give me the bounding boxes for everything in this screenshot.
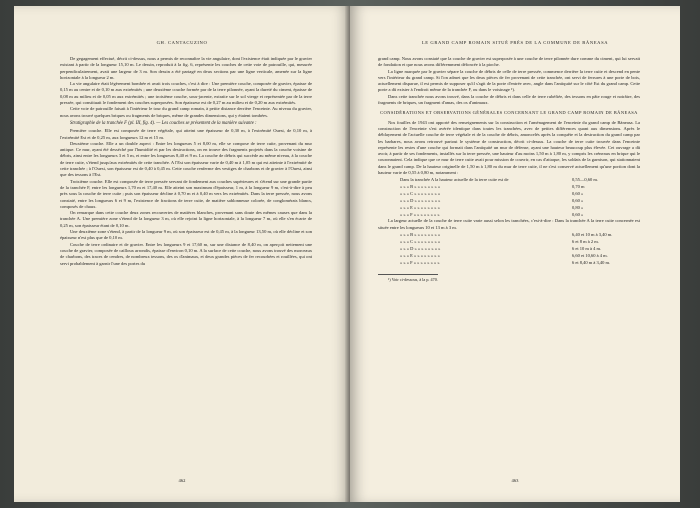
measure-row: Dans la tranchée A la hauteur actuelle de la terre cuite est de 0,55—0,60 m.	[400, 177, 599, 183]
left-paragraph-2: La vie angulaire était légèrement bombée et avait trois couches, c'est à dire : Une première couche, composée de gravier, épaisse de 0,15 m au centre et de 0,10 m aux extrémités ; une deuxième couche formée par de la terre pilonnée, ayant la dureté du ciment, épaisse de 0,08 m au milieu et de 0,05 m aux extrémités ; une troisième couche, sous-jacente, extraite sur le sol vierge et représentée par de la terre pressée, qui constituait le fondement des couches superposées. Son épaisseur est de 0,27 m au milieu et de 0,20 m aux extrémités.	[60, 81, 312, 106]
left-section-title: Stratigraphie de la tranchée F (pl. III, fig. 4). — Les couches se présentent de la manière suivante :	[70, 120, 257, 126]
left-page-number: 462	[178, 478, 186, 483]
footnote-rule	[378, 274, 438, 275]
right-paragraph-3: Dans cette tranchée nous avons trouvé, dans la couche de débris et dans celle de terre rubéfiée, des tessons en pâte rouge et noirâtre, des fragments de briques, un fragment d'amas, des os d'animaux.	[378, 93, 640, 106]
right-section-title: CONSIDÉRATIONS ET OBSERVATIONS GÉNÉRALES CONCERNANT LE GRAND CAMP ROMAIN DE BĂNEASA	[380, 110, 638, 116]
left-page	[14, 6, 350, 502]
measure-row: » » » E » » » » » » » » 6,60 et 10,60 à 4 m.	[400, 252, 608, 258]
left-layer-3: Troisième couche. Elle est composée de terre pressée servant de fondement aux couches supérieures et s'étend sur une grande partie de la tranchée F, entre les longueurs 1,70 m et 17,40 m. Elle atteint son maximum d'épaisseur, 1 m, à la longueur 9 m, c'est-à-dire à peu près sous la couche de terre cuite ; puis son épaisseur décline à 0,70 m et à 0,40 m vers les extrémités. Dans la terre pressée, nous avons constaté, entre les longueurs 6 et 9 m, l'existence de fractions de terre cuite, de matière sablonneuse colorée, de conglomérats blancs, composés de chaux.	[60, 178, 312, 209]
left-layer-1: Première couche. Elle est composée de terre végétale, qui atteint une épaisseur de 0,30 m, à l'extrémité Ouest, de 0,10 m, à l'extrémité Est et de 0,25 m, aux longueurs 12 m et 15 m.	[60, 128, 312, 140]
measure-row: » » » C » » » » » » » » 6 et 8 m à 2 m.	[400, 238, 599, 244]
height-measurements	[378, 176, 640, 218]
measure-row: » » » D » » » » » » » » 6 et 10 m à 4 m.	[400, 245, 602, 251]
measure-row: » » » C » » » » » » » » 0,60 »	[400, 191, 584, 197]
left-layer-2: Deuxième couche. Elle a un double aspect : Entre les longueurs 5 et 8,00 m, elle se compose de terre cuite, provenant du mur antique. Ce mur, ayant été desséché par l'humidité et par les destructions, on en trouve des fragments projetés dans la couche voisine de débris, ainsi entre les longueurs 3 et 5 m, et entre les longueurs 8,40 et 9 m. La couche de débris qui succède au même niveau, à la couche de terre cuite, s'étend jusqu'aux extrémités de cette tranchée. A l'Est son épaisseur varie de 0,40 m à 1,05 m qui est atteinte à l'extrémité de cette tranchée ; à l'Ouest, son épaisseur est de 0,40 à 0,45 m. Cette couche renferme des vestiges de charbons et de gravier à l'Ouest, ainsi que des tessons à l'Est.	[60, 140, 312, 178]
left-paragraph-3: Cette voie de patrouille faisait à l'intérieur le tour du grand camp romain, à petite distance derrière l'enceinte. Au niveau du gravier, nous avons trouvé quelques briques ou fragments de briques, même de grandes dimensions, qui y étaient tombées.	[60, 106, 312, 118]
right-paragraph-2: La ligne marquée par le gravier sépare la couche de débris de celle de terre pressée, commence derrière la terre cuite et descend en pente vers l'intérieur du grand camp. Si l'on admet que les deux pièces de fer provenant de cette tranchée, ont servi de ferrures à une porte de bois, actuellement disparue, il est permis de supposer qu'il s'agit de la porte d'entrée avec, angle dans l'antiquité sur le côté Est du grand camp. Cette porte a dû exister à l'endroit même de la tranchée F, ou dans le voisinage ¹).	[378, 68, 640, 93]
measure-row: » » » B » » » » » » » » 6,40 et 10 m à 3,40 m.	[400, 231, 613, 237]
right-running-head: LE GRAND CAMP ROMAIN SITUÉ PRÈS DE LA COMMUNE DE BĂNEASA	[421, 40, 609, 45]
width-measurements	[378, 231, 640, 266]
left-running-head: GH. CANTACUZINO	[156, 40, 208, 45]
right-page	[350, 6, 680, 502]
footnote: ¹) Voir ci-dessous, à la p. 470.	[388, 276, 438, 282]
measure-row: » » » F » » » » » » » » 6 et 8,40 m à 3,40 m.	[400, 259, 611, 265]
left-layer-5: Une deuxième zone s'étend, à partir de la longueur 9 m, où son épaisseur est de 0,45 m, à la longueur 13,50 m, où elle décline et son épaisseur n'est plus que de 0,10 m.	[60, 229, 312, 241]
right-page-number: 463	[511, 478, 519, 483]
right-paragraph-5: La largeur actuelle de la couche de terre cuite varie aussi selon les tranchées, c'est-à-dire : Dans la tranchée A la terre cuite concernée est située entre les longueurs 10 et 13 m à 3 m.	[378, 218, 640, 230]
measure-row: » » » D » » » » » » » » 0,60 »	[400, 198, 584, 204]
measure-row: » » » E » » » » » » » » 0,80 »	[400, 205, 584, 211]
right-text-block	[378, 56, 640, 283]
left-paragraph-1: De gegagement effectué, décrit ci-dessus, nous a permis de reconnaître la vie angulaire, dont l'existence était indiquée par le gravier existant à partir de la longueur 15,10 m. Le dessin, reproduit à la fig. 6, représente les couches de cette voie de patrouille, qui, mesurée perpendiculairement, avait une largeur de 3 m. Son dessin a été partagé en deux sections par une ligne verticale, amenée sur la ligne horizontale à la longueur 2 m.	[60, 56, 312, 80]
right-paragraph-4: Nos fouilles de 1943 ont apporté des renseignements sur la construction et l'aménagement de l'enceinte du grand camp de Băneasa. La construction de l'enceinte s'est avérée identique dans toutes les tranchées, avec de petites différences quant aux dimensions. Après le déblayement de l'actuelle couche de terre végétale et de la couche de débris, amoncelés après la conquête et la destruction du grand camp par les barbares, nous avons retrouvé partout le système de construction, décrit ci-dessus. La couche de terre cuite trouvée dans l'enceinte représente les restes d'une couche qui formait dans l'antiquité un mur de défense, ayant une hauteur beaucoup plus élevée. Cet ouvrage a dû avoir, à partir de ses fondements, installés sur la terre pressée, une hauteur d'au moins 1,50 m à 1,80 m, y compris les créneaux en brique qui le couronnaient. Cela indique que ce mur de terre cuite avait pour mission de couvrir, en cas d'attaque, les soldats de la garnison, qui stationnaient dans le grand camp. De la hauteur originelle de 1,50 m à 1,80 m du mur de terre cuite, il ne s'est conservé actuellement qu'une portion dont la hauteur varie de 0,55 à 0,80 m, notamment :	[378, 119, 640, 176]
left-layer-6: Couche de terre ordinaire et de gravier. Entre les longueurs 9 et 17,60 m, sur une distance de 8,40 m, on aperçoit nettement une couche de gravier, composée de cailloux arrondis, épaisse d'environ 0,10 m. A la surface de cette couche, nous avons trouvé des morceaux de charbons, des traces de cendres, de nombreux tessons, des os d'animaux, et deux grandes pièces de fer recourbées et rouillées, qui ont servi probablement à garnir l'une des portes du	[60, 241, 312, 266]
left-layer-4: On remarque dans cette couche deux zones recouvertes de matières blanches, provenant sans doute des mêmes causes que dans la tranchée A. Une première zone s'étend de la longueur 3 m, où elle rejoint la ligne horizontale, à la longueur 7 m, où elle s'en écarte de 0,25 m, son épaisseur étant de 0,10 m.	[60, 210, 312, 228]
measure-row: » » » F » » » » » » » » 0,60 »	[400, 212, 584, 218]
measure-row: » » » B » » » » » » » » 0,70 m	[400, 184, 585, 190]
right-paragraph-1: grand camp. Nous avons constaté que la couche de gravier est superposée à une couche de terre pilonnée dure comme du ciment, qui lui servait de fondation et que nous avons différemment défoncée à la pioche.	[378, 56, 640, 68]
left-text-block	[60, 56, 312, 267]
